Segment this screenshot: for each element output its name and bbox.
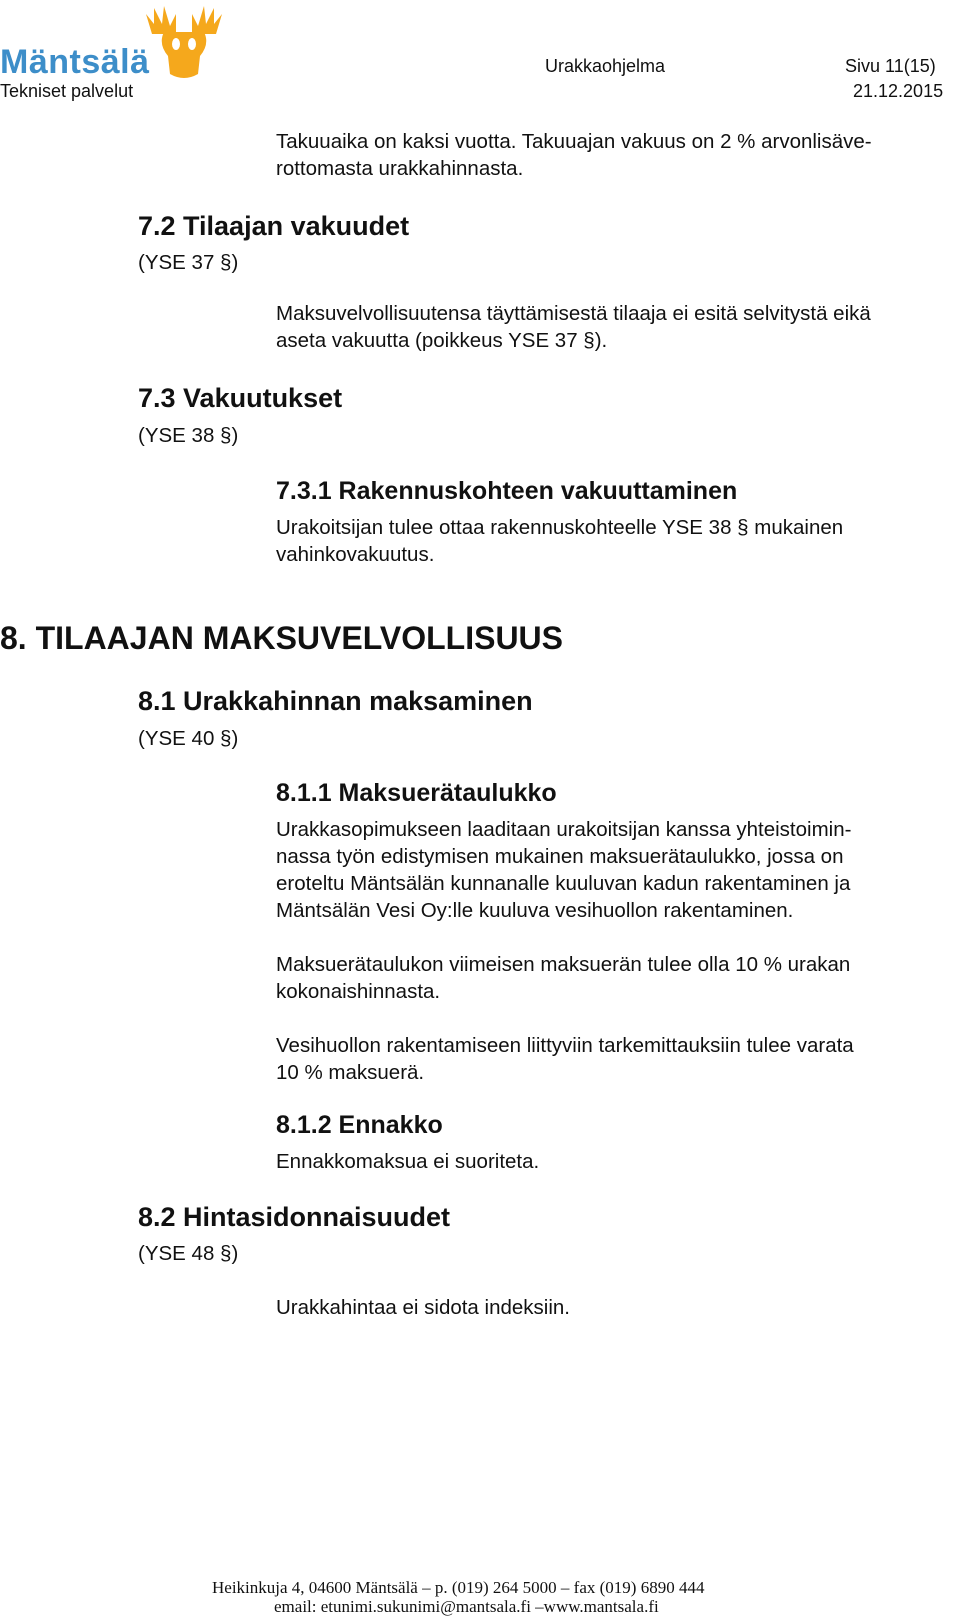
section-8-1-heading: 8.1 Urakkahinnan maksaminen bbox=[138, 686, 533, 716]
section-8-1-reference: (YSE 40 §) bbox=[138, 727, 239, 750]
section-8-1-1-heading: 8.1.1 Maksuerätaulukko bbox=[276, 779, 557, 807]
section-7-3-heading: 7.3 Vakuutukset bbox=[138, 383, 343, 413]
header-department: Tekniset palvelut bbox=[0, 81, 134, 101]
section-7-3-1-line-1: Urakoitsijan tulee ottaa rakennuskohteelle YSE 38 § mukainen bbox=[276, 516, 844, 539]
moose-icon bbox=[138, 4, 230, 80]
section-7-2-reference: (YSE 37 §) bbox=[138, 251, 239, 274]
header-document-title: Urakkaohjelma bbox=[545, 56, 666, 76]
section-7-3-reference: (YSE 38 §) bbox=[138, 424, 239, 447]
section-8-1-2-heading: 8.1.2 Ennakko bbox=[276, 1111, 443, 1139]
section-8-1-1-para1-line-3: eroteltu Mäntsälän kunnanalle kuuluvan kadun rakentaminen ja bbox=[276, 872, 851, 895]
section-7-3-1-heading: 7.3.1 Rakennuskohteen vakuuttaminen bbox=[276, 477, 738, 505]
section-8-heading: 8. TILAAJAN MAKSUVELVOLLISUUS bbox=[0, 620, 563, 656]
section-8-2-reference: (YSE 48 §) bbox=[138, 1242, 239, 1265]
section-8-1-1-para1-line-1: Urakkasopimukseen laaditaan urakoitsijan kanssa yhteistoimin- bbox=[276, 818, 852, 841]
footer-contact: email: etunimi.sukunimi@mantsala.fi –www.mantsala.fi bbox=[274, 1597, 659, 1616]
section-7-2-line-2: aseta vakuutta (poikkeus YSE 37 §). bbox=[276, 329, 608, 352]
section-8-1-2-text: Ennakkomaksua ei suoriteta. bbox=[276, 1150, 540, 1173]
mantsala-logo bbox=[0, 4, 230, 81]
footer-address: Heikinkuja 4, 04600 Mäntsälä – p. (019) 264 5000 – fax (019) 6890 444 bbox=[212, 1578, 705, 1597]
section-8-1-1-para1-line-2: nassa työn edistymisen mukainen maksuerätaulukko, jossa on bbox=[276, 845, 844, 868]
section-8-1-1-para3-line-2: 10 % maksuerä. bbox=[276, 1061, 425, 1084]
section-7-2-heading: 7.2 Tilaajan vakuudet bbox=[138, 211, 410, 241]
section-8-1-1-para2-line-1: Maksuerätaulukon viimeisen maksuerän tulee olla 10 % urakan bbox=[276, 953, 851, 976]
logo-wordmark: Mäntsälä bbox=[0, 43, 150, 81]
section-8-2-text: Urakkahintaa ei sidota indeksiin. bbox=[276, 1296, 570, 1319]
section-7-2-line-1: Maksuvelvollisuutensa täyttämisestä tilaaja ei esitä selvitystä eikä bbox=[276, 302, 871, 325]
section-8-1-1-para2-line-2: kokonaishinnasta. bbox=[276, 980, 441, 1003]
intro-line-2: rottomasta urakkahinnasta. bbox=[276, 157, 524, 180]
section-8-1-1-para3-line-1: Vesihuollon rakentamiseen liittyviin tarkemittauksiin tulee varata bbox=[276, 1034, 854, 1057]
section-7-3-1-line-2: vahinkovakuutus. bbox=[276, 543, 435, 566]
header-date: 21.12.2015 bbox=[853, 81, 944, 101]
header-page-number: Sivu 11(15) bbox=[845, 56, 936, 76]
section-8-2-heading: 8.2 Hintasidonnaisuudet bbox=[138, 1202, 451, 1232]
intro-line-1: Takuuaika on kaksi vuotta. Takuuajan vakuus on 2 % arvonlisäve- bbox=[276, 130, 872, 153]
section-8-1-1-para1-line-4: Mäntsälän Vesi Oy:lle kuuluva vesihuollon rakentaminen. bbox=[276, 899, 794, 922]
